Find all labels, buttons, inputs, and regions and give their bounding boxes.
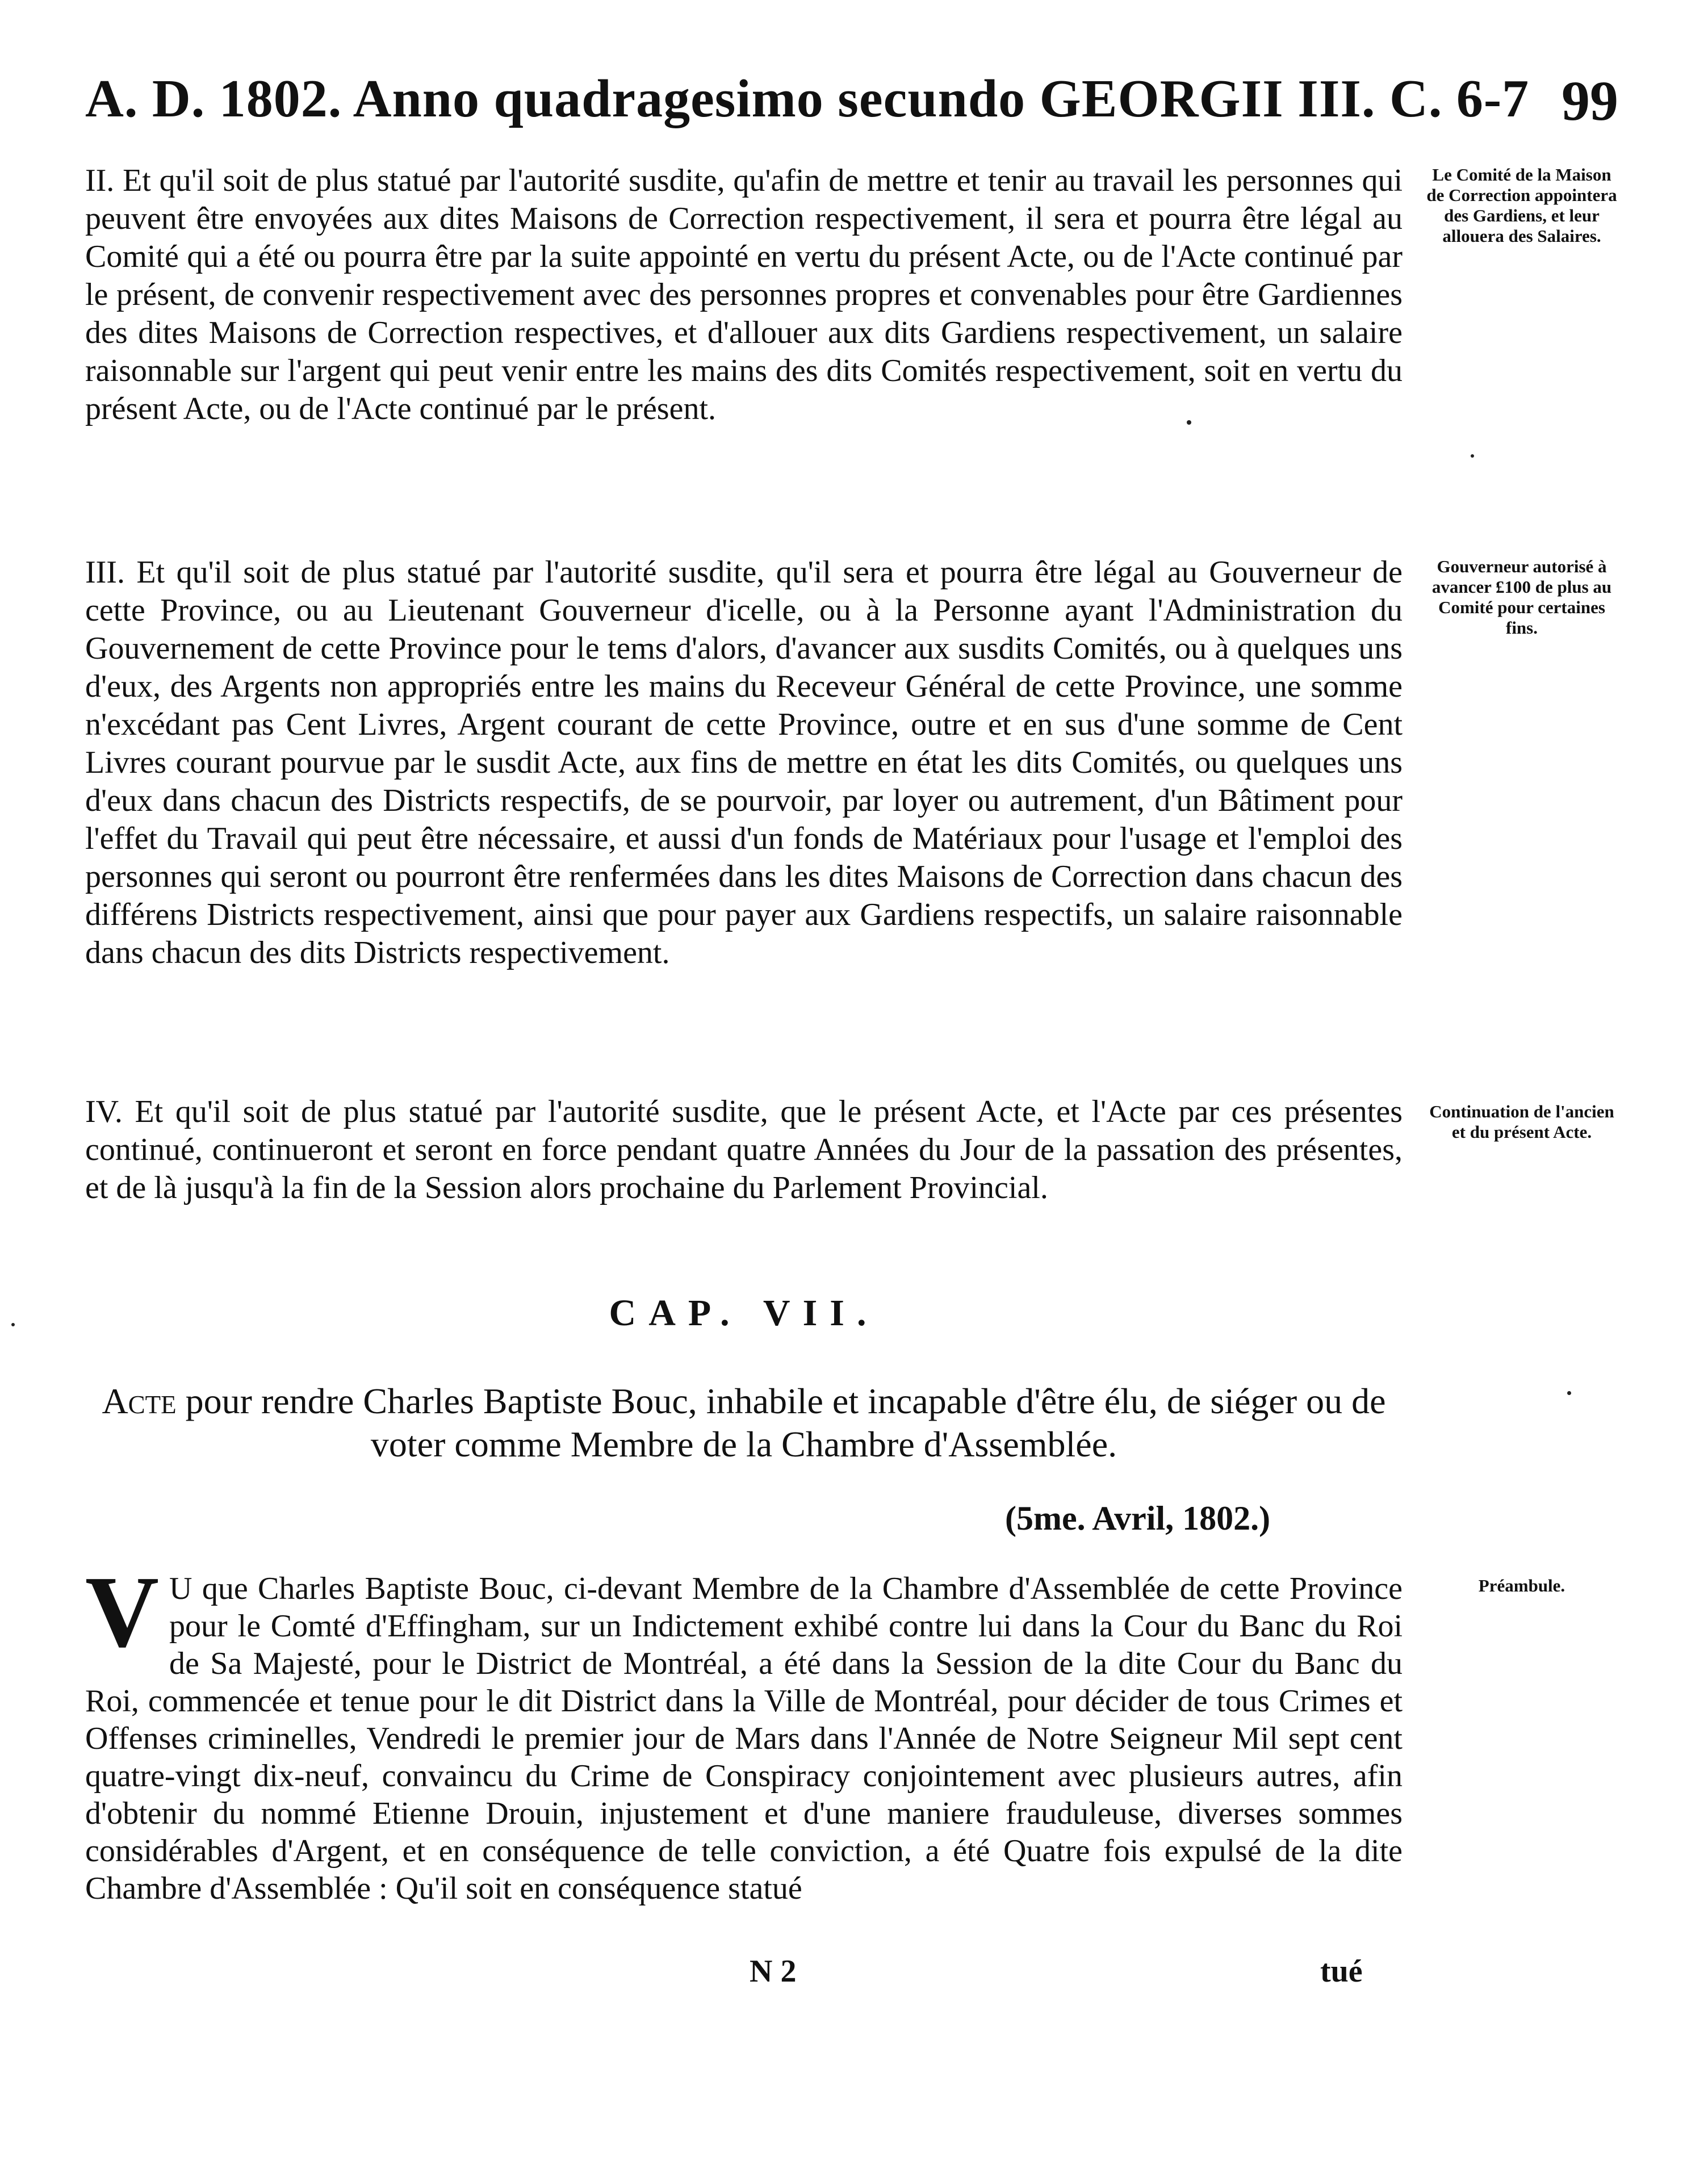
scan-speck xyxy=(1471,454,1474,458)
drop-cap: V xyxy=(85,1555,159,1668)
act-title xyxy=(85,1380,1403,1466)
preamble-body: U que Charles Baptiste Bouc, ci-devant Membre de la Chambre d'Assemblée de cette Province pour le Comté d'Effingham, sur un Indictement exhibé contre lui dans la Cour du Banc du Roi de Sa Majesté, pour le District de Montréal, a été dans la Session de la dite Cour du Banc du Roi, commencée et tenue pour le dit District dans la Ville de Montréal, pour décider de tous Crimes et Offenses criminelles, Vendredi le premier jour de Mars dans l'Année de Notre Seigneur Mil sept cent quatre-vingt dix-neuf, convaincu du Crime de Conspiracy conjointement avec plusieurs autres, afin d'obtenir du nommé Etienne Drouin, injustement et d'une maniere frauduleuse, diverses sommes considérables d'Argent, et en conséquence de telle conviction, a été Quatre fois expulsé de la dite Chambre d'Assemblée : Qu'il soit en conséquence statué xyxy=(85,1571,1403,1906)
scan-speck xyxy=(1187,420,1191,425)
margin-note-section-iii: Gouverneur autorisé à avancer £100 de plus au Comité pour certaines fins. xyxy=(1431,556,1612,638)
margin-note-section-iv: Continuation de l'ancien et du présent Acte. xyxy=(1429,1102,1614,1142)
act-date: (5me. Avril, 1802.) xyxy=(1005,1500,1271,1537)
chapter-heading: CAP. VII. xyxy=(609,1292,879,1334)
act-title-rest: pour rendre Charles Baptiste Bouc, inhabile et incapable d'être élu, de siéger ou de voter comme Membre de la Chambre d'Assemblée. xyxy=(185,1381,1386,1464)
section-ii-text: II. Et qu'il soit de plus statué par l'autorité susdite, qu'afin de mettre et tenir au travail les personnes qui peuvent être envoyées aux dites Maisons de Correction respectivement, il sera et pourra être légal au Comité qui a été ou pourra être par la suite appointé en vertu du présent Acte, ou de l'Acte continué par le présent, de convenir respectivement avec des personnes propres et convenables pour être Gardiennes des dites Maisons de Correction respectives, et d'allouer aux dits Gardiens respectivement, un salaire raisonnable sur l'argent qui peut venir entre les mains des dits Comités respectivement, soit en vertu du présent Acte, ou de l'Acte continué par le présent. xyxy=(85,163,1403,426)
catchword: tué xyxy=(1320,1954,1363,1989)
scan-speck xyxy=(11,1323,15,1326)
running-title: A. D. 1802. Anno quadragesimo secundo GEORGII III. C. 6-7 xyxy=(85,69,1530,128)
scan-speck xyxy=(1567,1391,1571,1395)
section-iv-text: IV. Et qu'il soit de plus statué par l'autorité susdite, que le présent Acte, et l'Acte par ces présentes continué, continueront et seront en force pendant quatre Années du Jour de la passation des présentes, et de là jusqu'à la fin de la Session alors prochaine du Parlement Provincial. xyxy=(85,1094,1403,1205)
preamble-text xyxy=(85,1555,1403,1907)
margin-note-section-ii: Le Comité de la Maison de Correction appointera des Gardiens, et leur allouera des Salaires. xyxy=(1426,165,1617,246)
page-header xyxy=(85,68,1618,136)
section-iii-text: III. Et qu'il soit de plus statué par l'autorité susdite, qu'il sera et pourra être légal au Gouverneur de cette Province, ou au Lieutenant Gouverneur d'icelle, ou à la Personne ayant l'Administration du Gouvernement de cette Province pour le tems d'alors, d'avancer aux susdits Comités, ou à quelques uns d'eux, des Argents non appropriés entre les mains du Receveur Général de cette Province, une somme n'excédant pas Cent Livres, Argent courant de cette Province, outre et en sus d'une somme de Cent Livres courant pourvue par le susdit Acte, aux fins de mettre en état les dits Comités, ou quelques uns d'eux dans chacun des Districts respectifs, de se pourvoir, par loyer ou autrement, d'un Bâtiment pour l'effet du Travail qui peut être nécessaire, et aussi d'un fonds de Matériaux pour l'usage et l'emploi des personnes qui seront ou pourront être renfermées dans les dites Maisons de Correction dans chacun des différens Districts respectivement, ainsi que pour payer aux Gardiens respectifs, un salaire raisonnable dans chacun des dits Districts respectivement. xyxy=(85,555,1403,970)
act-title-lead: Acte xyxy=(102,1381,177,1421)
margin-note-preamble: Préambule. xyxy=(1478,1576,1565,1595)
signature-mark: N 2 xyxy=(750,1954,797,1989)
page-number: 99 xyxy=(1562,69,1618,132)
